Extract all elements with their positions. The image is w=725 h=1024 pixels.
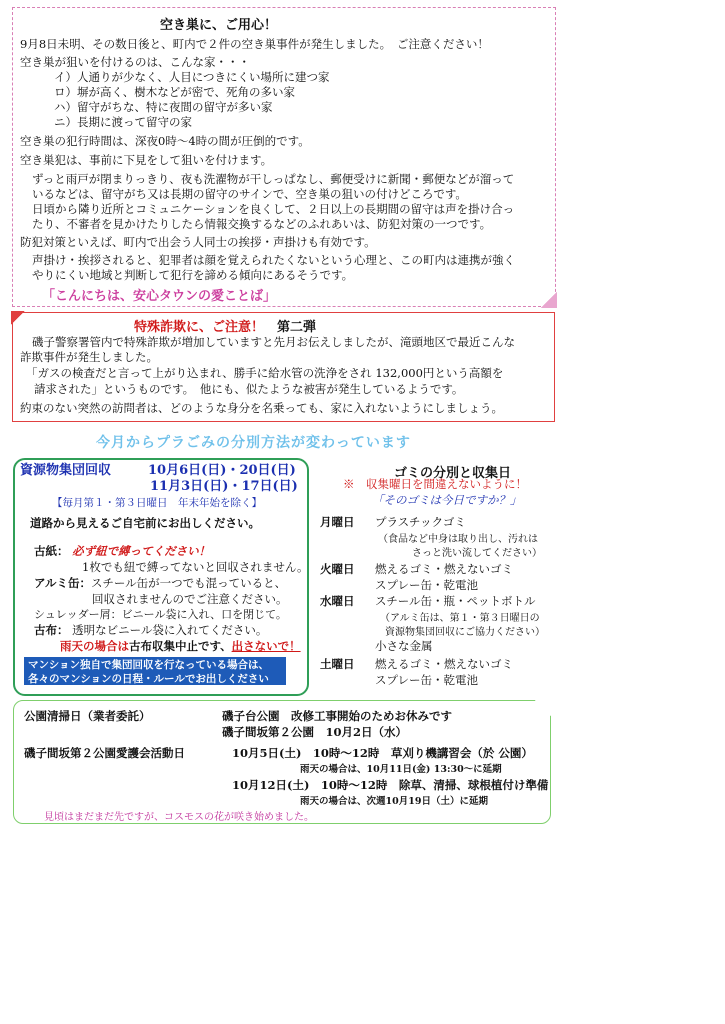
burglary-list-ro: ロ）塀が高く、樹木などが密で、死角の多い家 [54,85,296,99]
paper-note: 1枚でも紐で縛ってないと回収されません。 [82,560,309,574]
burglary-list-i: イ）人通りが少なく、人目につきにくい場所に建つ家 [54,70,330,84]
can-note-1: スチール缶が一つでも混っていると、 [91,576,287,590]
tuesday-item-2: スプレー缶・乾電池 [375,578,479,592]
burglary-line-2: 空き巣が狙いを付けるのは、こんな家・・・ [20,55,250,69]
wednesday-extra: 小さな金属 [375,639,433,653]
garbage-title: ゴミの分別と収集日 [394,466,512,481]
can-label: アルミ缶： [34,576,92,590]
red-corner-decoration [11,311,25,325]
burglary-list-ni: ニ）長期に渡って留守の家 [54,115,192,129]
saturday-label: 土曜日 [320,657,355,671]
wednesday-item-1: スチール缶・瓶・ペットボトル [375,594,536,608]
burglary-para3-line2: やりにくい地域と判断して犯行を諦める傾向にあるそうです。 [32,268,354,282]
saturday-item-2: スプレー缶・乾電池 [375,673,479,687]
plastic-change-banner: 今月からプラごみの分別方法が変わっています [96,435,411,451]
burglary-line-time: 空き巣の犯行時間は、深夜0時～4時の間が圧倒的です。 [20,134,310,148]
fraud-line-1: 磯子警察署管内で特殊詐欺が増加していますと先月お伝えしましたが、滝頭地区で最近こんな [32,335,515,349]
burglary-line-scout: 空き巣犯は、事前に下見をして狙いを付けます。 [20,153,273,167]
rain-row [60,638,301,654]
wednesday-note-1: （アルミ缶は、第１・第３日曜日の [380,613,540,624]
burglary-para2-line2: たり、不審者を見かけたりしたら情報交換するなどのふれあいは、防犯対策の一つです。 [32,217,492,231]
mansion-line-1: マンション独自で集団回収を行なっている場合は、 [28,659,270,671]
paper-row [34,543,210,559]
fraud-line-4: 請求された」というものです。 他にも、似たような被害が発生しているようです。 [34,382,464,396]
fraud-title-main: 特殊詐欺に、ご注意！ [134,320,265,335]
safety-slogan: 「こんにちは、安心タウンの愛ことば」 [42,289,277,304]
burglary-para2-line1: 日頃から隣り近所とコミュニケーションを良くして、２日以上の長期間の留守は声を掛け合っ [32,202,515,216]
cloth-note: 透明なビニール袋に入れてください。 [72,623,268,637]
fraud-line-3: 「ガスの検査だと言って上がり込まれ、勝手に給水管の洗浄をされ 132,000円という高額を [26,366,504,380]
fraud-line-5: 約束のない突然の訪問者は、どのような身分を名乗っても、家に入れないようにしましょう。 [20,401,503,415]
activity-1-rain: 雨天の場合は、10月11日(金) 13:30～に延期 [300,764,502,775]
park-cleaning-1: 磯子台公園 改修工事開始のためお休みです [222,709,452,723]
fraud-line-2: 詐欺事件が発生しました。 [20,350,158,364]
monday-note-2: さっと洗い流してください） [412,548,542,559]
park-box-notch [534,699,552,717]
fraud-title-suffix: 第二弾 [277,320,317,335]
recycle-title: 資源物集団回収 [20,463,112,478]
rain-warning: 出さないで！ [231,639,301,653]
tuesday-item-1: 燃えるゴミ・燃えないゴミ [375,562,513,576]
cloth-row [34,622,267,638]
page-fold-decoration [541,292,557,308]
wednesday-label: 水曜日 [320,594,355,608]
activity-1: 10月5日(土) 10時～12時 草刈り機講習会（於 公園） [232,746,533,760]
activity-2: 10月12日(土) 10時～12時 除草、清掃、球根植付け準備 [232,778,549,792]
can-note-2: 回収されませんのでご注意ください。 [92,592,288,606]
burglary-list-ha: ハ）留守がちな、特に夜間の留守が多い家 [54,100,273,114]
wednesday-note-2: 資源物集団回収にご協力ください） [385,627,545,638]
recycle-dates-2: 11月3日(日)・17日(日) [150,479,298,494]
recycle-instruction: 道路から見えるご自宅前にお出しください。 [30,516,260,530]
burglary-para1-line2: いるなどは、留守がち又は長期の留守のサインで、空き巣の狙いの付けどころです。 [32,187,467,201]
mansion-line-2: 各々のマンションの日程・ルールでお出しください [28,673,269,685]
burglary-para1-line1: ずっと雨戸が閉まりっきり、夜も洗濯物が干しっぱなし、郵便受けに新聞・郵便などが溜って [32,172,515,186]
monday-item-1: プラスチックゴミ [375,515,466,529]
rain-label: 雨天の場合は [60,639,129,653]
saturday-item-1: 燃えるゴミ・燃えないゴミ [375,657,513,671]
rain-mid: 古布収集中止です、 [129,639,232,653]
garbage-warning: ※ 収集曜日を間違えないように！ [343,477,527,491]
park-cleaning-2: 磯子間坂第２公園 10月2日（水） [222,725,408,739]
paper-label: 古紙： [34,544,69,558]
park-activity-label: 磯子間坂第２公園愛護会活動日 [24,746,185,760]
recycle-schedule-note: 【毎月第１・第３日曜日 年末年始を除く】 [52,497,262,509]
cloth-label: 古布： [34,623,69,637]
tuesday-label: 火曜日 [320,562,355,576]
monday-label: 月曜日 [320,515,355,529]
burglary-title: 空き巣に、ご用心！ [160,18,278,33]
shredder-note: シュレッダー屑：ビニール袋に入れ、口を閉じて。 [34,608,287,621]
garbage-subtitle: 「そのゴミは今日ですか？」 [372,493,522,507]
burglary-line-greeting: 防犯対策といえば、町内で出会う人同士の挨拶・声掛けも有効です。 [20,235,376,249]
park-cleaning-label: 公園清掃日（業者委託） [24,709,151,723]
recycle-dates-1: 10月6日(日)・20日(日) [148,463,296,478]
burglary-line-1: 9月8日未明、その数日後と、町内で２件の空き巣事件が発生しました。 ご注意ください！ [20,37,489,51]
can-row [34,575,286,591]
burglary-para3-line1: 声掛け・挨拶されると、犯罪者は顔を覚えられたくないという心理と、この町内は連携が強く [32,253,515,267]
paper-warning: 必ず紐で縛ってください！ [72,544,211,558]
mansion-notice [24,657,286,685]
monday-note-1: （食品など中身は取り出し、汚れは [378,534,538,545]
fraud-title [134,316,316,335]
cosmos-footer: 見頃はまだまだ先ですが、コスモスの花が咲き始めました。 [44,812,314,823]
activity-2-rain: 雨天の場合は、次週10月19日（土）に延期 [300,796,488,807]
